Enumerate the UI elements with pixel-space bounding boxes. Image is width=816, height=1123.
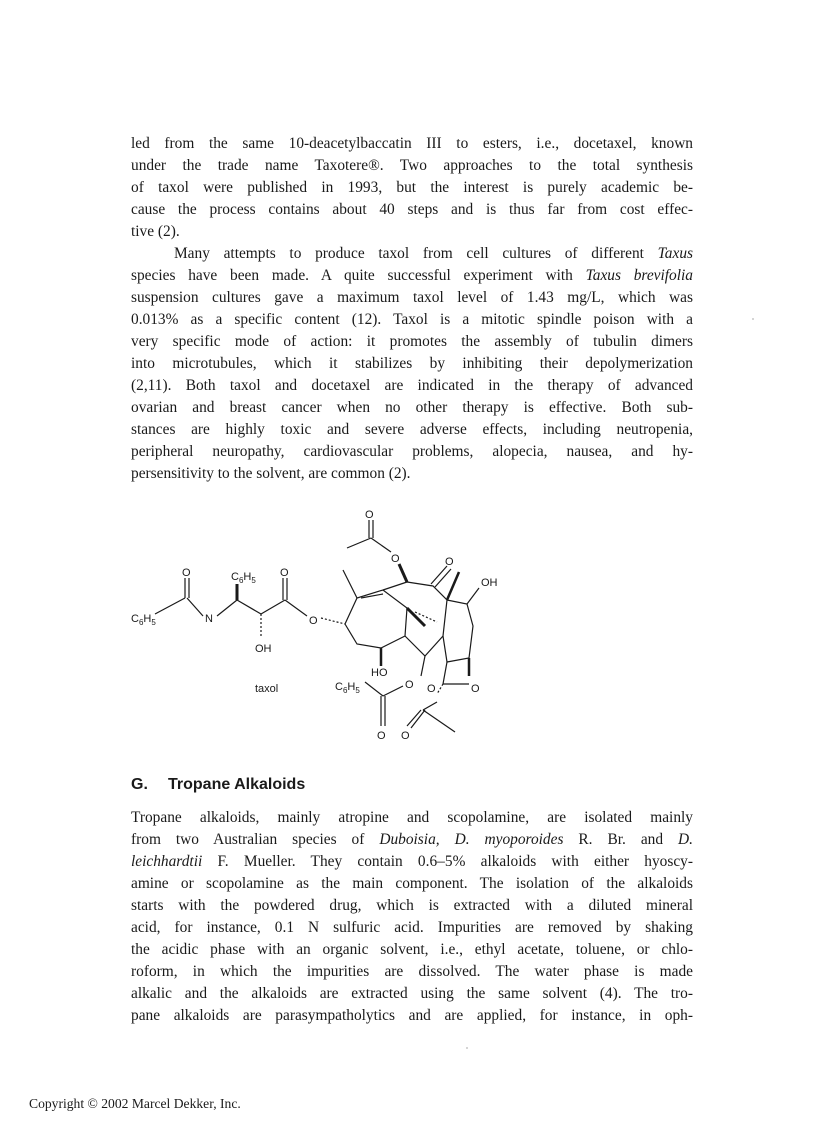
body-text-line: 0.013% as a specific content (12). Taxol is a mitotic spindle poison with a [131, 311, 693, 328]
taxus-species: Taxus brevifolia [585, 267, 693, 284]
atom-label: O [365, 509, 374, 521]
body-text-line [131, 829, 693, 851]
body-text-line [131, 265, 693, 287]
body-text-line: acid, for instance, 0.1 N sulfuric acid. Impurities are removed by shaking [131, 919, 693, 936]
atom-label: O [405, 679, 414, 691]
atom-label: O [427, 683, 436, 695]
taxus-genus: Taxus [657, 245, 693, 262]
body-text-line: cause the process contains about 40 steps and is thus far from cost effec- [131, 201, 693, 218]
body-text-line [131, 851, 693, 873]
atom-label: N [205, 613, 213, 625]
atom-label: $C_6H_5$ [231, 571, 256, 585]
body-text-line: suspension cultures gave a maximum taxol level of 1.43 mg/L, which was [131, 289, 693, 306]
atom-label: O [401, 730, 410, 742]
ring-a [343, 570, 407, 648]
body-text-line: roform, in which the impurities are dissolved. The water phase is made [131, 963, 693, 980]
atom-label: HO [371, 667, 388, 679]
atom-label: O [445, 556, 454, 568]
body-text-line: starts with the powdered drug, which is extracted with a diluted mineral [131, 897, 693, 914]
text-segment: R. Br. and [563, 831, 679, 848]
body-text-line: Tropane alkaloids, mainly atropine and scopolamine, are isolated mainly [131, 809, 693, 826]
section-title: Tropane Alkaloids [168, 776, 306, 793]
atom-label: $C_6H_5$ [131, 613, 156, 627]
figure-caption: taxol [255, 683, 279, 695]
duboisia-abbrev: D. [678, 831, 693, 848]
scan-speck [466, 1047, 468, 1049]
body-text-line: into microtubules, which it stabilizes by inhibiting their depolymerization [131, 355, 693, 372]
atom-label: OH [481, 577, 498, 589]
taxol-structure-figure [125, 496, 498, 746]
text-segment: F. Mueller. They contain 0.6–5% alkaloids with either hyoscy- [202, 853, 693, 870]
body-text-line: the acidic phase with an organic solvent, i.e., ethyl acetate, toluene, or chlo- [131, 941, 693, 958]
body-text-line: under the trade name Taxotere®. Two approaches to the total synthesis [131, 157, 693, 174]
body-text-line: (2,11). Both taxol and docetaxel are indicated in the therapy of advanced [131, 377, 693, 394]
atom-label: OH [255, 643, 272, 655]
body-text-line: peripheral neuropathy, cardiovascular problems, alopecia, nausea, and hy- [131, 443, 693, 460]
scan-speck [752, 318, 754, 320]
section-heading [131, 772, 305, 798]
body-text-line: alkalic and the alkaloids are extracted using the same solvent (4). The tro- [131, 985, 693, 1002]
top-acetate [347, 520, 407, 582]
atom-label: O [182, 567, 191, 579]
atom-label: O [471, 683, 480, 695]
body-text-line: led from the same 10-deacetylbaccatin III to esters, i.e., docetaxel, known [131, 135, 693, 152]
body-text-line: amine or scopolamine as the main component. The isolation of the alkaloids [131, 875, 693, 892]
text-segment: from two Australian species of [131, 831, 380, 848]
body-text-line: of taxol were published in 1993, but the interest is purely academic be- [131, 179, 693, 196]
leichhardtii-species: leichhardtii [131, 853, 203, 870]
body-text-line: stances are highly toxic and severe adverse effects, including neutropenia, [131, 421, 693, 438]
atom-label: O [391, 553, 400, 565]
section-number: G. [131, 776, 148, 793]
body-text-line: very specific mode of action: it promotes the assembly of tubulin dimers [131, 333, 693, 350]
body-text-line: tive (2). [131, 223, 180, 240]
side-chain [155, 578, 345, 636]
atom-label: O [309, 615, 318, 627]
body-text-line: ovarian and breast cancer when no other therapy is effective. Both sub- [131, 399, 693, 416]
atom-label: O [377, 730, 386, 742]
body-text-line [174, 243, 693, 265]
body-text-line: pane alkaloids are parasympatholytics and are applied, for instance, in oph- [131, 1007, 693, 1024]
copyright-notice: Copyright © 2002 Marcel Dekker, Inc. [29, 1096, 241, 1111]
ring-c [443, 572, 479, 684]
duboisia-species: Duboisia, D. myoporoides [379, 831, 564, 848]
atom-label: $C_6H_5$ [335, 681, 360, 695]
atom-label: O [280, 567, 289, 579]
text-segment: species have been made. A quite successful experiment with [131, 267, 586, 284]
body-text-line: persensitivity to the solvent, are common (2). [131, 465, 411, 482]
text-segment: Many attempts to produce taxol from cell cultures of different [174, 245, 658, 262]
